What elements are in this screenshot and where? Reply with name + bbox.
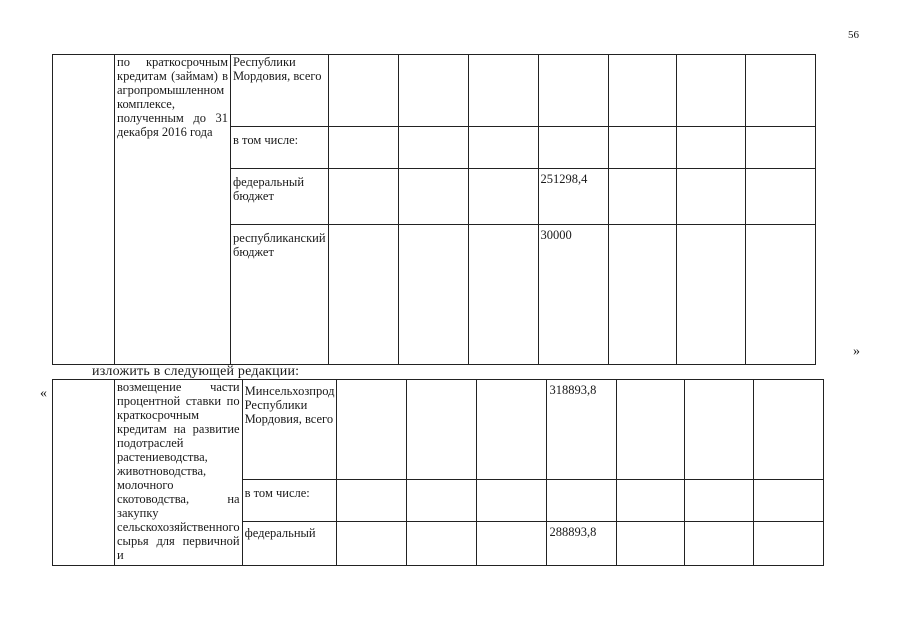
bottom-row-total-label: Минсельхозпрод Республики Мордовия, всего bbox=[242, 380, 337, 480]
top-row-incl-label: в том числе: bbox=[231, 127, 329, 169]
empty-cell bbox=[676, 127, 745, 169]
empty-cell bbox=[328, 127, 398, 169]
empty-cell bbox=[468, 225, 538, 365]
empty-cell bbox=[398, 55, 468, 127]
empty-cell bbox=[477, 480, 547, 522]
empty-cell bbox=[745, 55, 815, 127]
bottom-description-cell bbox=[115, 380, 243, 566]
opening-quote: « bbox=[40, 386, 47, 401]
empty-cell bbox=[337, 480, 407, 522]
top-table bbox=[52, 54, 816, 365]
empty-cell bbox=[407, 380, 477, 480]
empty-cell bbox=[608, 127, 676, 169]
top-number-cell bbox=[53, 55, 115, 365]
empty-cell bbox=[685, 480, 754, 522]
empty-cell bbox=[468, 55, 538, 127]
empty-cell bbox=[754, 380, 824, 480]
empty-cell bbox=[468, 169, 538, 225]
empty-cell bbox=[754, 522, 824, 566]
empty-cell bbox=[745, 127, 815, 169]
empty-cell bbox=[407, 480, 477, 522]
empty-cell bbox=[328, 169, 398, 225]
empty-cell bbox=[685, 522, 754, 566]
bottom-description-text: возмещение части процентной ставки по краткосрочным кредитам на развитие подотраслей растениеводства, животноводства, молочного скотоводства, на закупку сельскохозяйственного сырья для первичной и bbox=[117, 380, 240, 562]
top-description-text: по краткосрочным кредитам (займам) в агропромышленном комплексе, полученным до 31 декабря 2016 года bbox=[117, 55, 228, 139]
empty-cell bbox=[617, 380, 685, 480]
empty-cell bbox=[477, 522, 547, 566]
top-row-total-label: Республики Мордовия, всего bbox=[231, 55, 329, 127]
bottom-table bbox=[52, 379, 824, 566]
empty-cell bbox=[676, 55, 745, 127]
bottom-number-cell bbox=[53, 380, 115, 566]
top-row-total-value bbox=[538, 55, 608, 127]
top-description-cell bbox=[115, 55, 231, 365]
empty-cell bbox=[337, 380, 407, 480]
empty-cell bbox=[328, 55, 398, 127]
top-row-republic-value: 30000 bbox=[538, 225, 608, 365]
empty-cell bbox=[676, 225, 745, 365]
empty-cell bbox=[745, 169, 815, 225]
empty-cell bbox=[608, 225, 676, 365]
empty-cell bbox=[477, 380, 547, 480]
page-number: 56 bbox=[848, 29, 859, 41]
bottom-row-incl-label: в том числе: bbox=[242, 480, 337, 522]
top-row-incl-value bbox=[538, 127, 608, 169]
empty-cell bbox=[328, 225, 398, 365]
empty-cell bbox=[337, 522, 407, 566]
top-row-federal-value: 251298,4 bbox=[538, 169, 608, 225]
empty-cell bbox=[617, 522, 685, 566]
empty-cell bbox=[398, 225, 468, 365]
empty-cell bbox=[685, 380, 754, 480]
empty-cell bbox=[398, 127, 468, 169]
bottom-row-federal-label: федеральный bbox=[242, 522, 337, 566]
top-row-republic-label: республиканский бюджет bbox=[231, 225, 329, 365]
bottom-row-incl-value bbox=[547, 480, 617, 522]
empty-cell bbox=[407, 522, 477, 566]
closing-quote: » bbox=[853, 344, 860, 359]
empty-cell bbox=[754, 480, 824, 522]
empty-cell bbox=[617, 480, 685, 522]
empty-cell bbox=[468, 127, 538, 169]
empty-cell bbox=[745, 225, 815, 365]
bottom-row-total-value: 318893,8 bbox=[547, 380, 617, 480]
empty-cell bbox=[398, 169, 468, 225]
empty-cell bbox=[676, 169, 745, 225]
amendment-caption: изложить в следующей редакции: bbox=[92, 364, 300, 379]
bottom-row-federal-value: 288893,8 bbox=[547, 522, 617, 566]
empty-cell bbox=[608, 55, 676, 127]
top-row-federal-label: федеральный бюджет bbox=[231, 169, 329, 225]
empty-cell bbox=[608, 169, 676, 225]
